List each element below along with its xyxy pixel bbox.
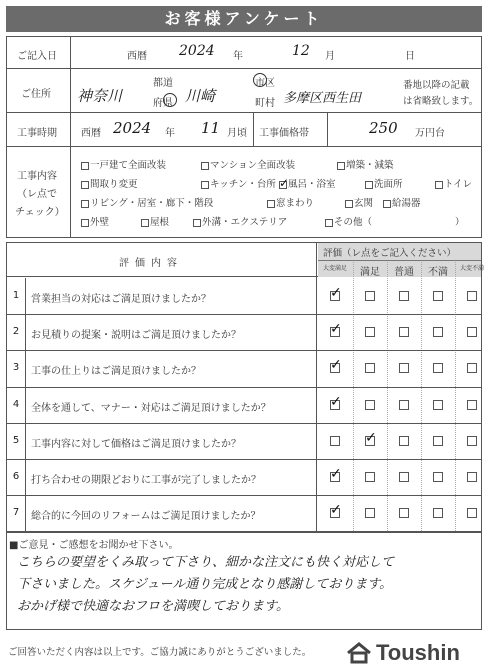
rating-checkbox[interactable]	[399, 508, 409, 518]
address-pref-value: 神奈川	[77, 87, 123, 105]
question-number: 5	[12, 434, 20, 446]
question-number: 3	[12, 362, 20, 374]
work-item[interactable]	[81, 176, 138, 190]
rating-checkbox[interactable]	[399, 363, 409, 373]
address-label: ご住所	[21, 89, 51, 100]
eval-rating-header: 評価（レ点をご記入ください）	[323, 248, 457, 259]
rating-checkbox[interactable]	[467, 291, 477, 301]
rating-checkbox[interactable]	[433, 327, 443, 337]
work-item-label: 給湯器	[392, 198, 421, 209]
eval-content-header: 評価内容	[119, 258, 183, 269]
evaluation-table	[6, 242, 482, 532]
rating-column-header: 普通	[394, 267, 414, 278]
question-number: 6	[12, 471, 20, 482]
rating-checkbox[interactable]	[433, 472, 443, 482]
work-item[interactable]	[345, 195, 373, 209]
rating-checkbox[interactable]	[467, 327, 477, 337]
work-checkbox[interactable]	[435, 181, 443, 189]
address-note-2: は省略致します。	[403, 96, 479, 107]
work-item-label: 外壁	[90, 217, 110, 228]
survey-title: お客様アンケート	[6, 6, 482, 32]
question-text: 工事の仕上りはご満足頂けましたか？	[31, 366, 201, 378]
date-label: ご記入日	[17, 51, 57, 62]
work-checkbox[interactable]	[325, 219, 333, 227]
question-text: お見積りの提案・説明はご満足頂けましたか？	[31, 330, 241, 342]
work-label-2: （レ点で	[17, 189, 57, 200]
rating-column-header: 満足	[360, 267, 380, 278]
work-checkbox[interactable]	[193, 219, 201, 227]
question-number: 7	[12, 507, 20, 519]
work-item-label: 風呂・浴室	[288, 179, 336, 190]
price-unit: 万円台	[415, 128, 445, 139]
question-text: 営業担当の対応はご満足頂けましたか？	[31, 294, 211, 305]
work-checkbox[interactable]	[201, 162, 209, 170]
period-month-value: 11	[201, 119, 221, 137]
comment-line-1: こちらの要望をくみ取って下さり、細かな注文にも快く対応して	[17, 555, 395, 570]
comments-box	[6, 532, 482, 630]
work-checkbox[interactable]	[337, 162, 345, 170]
rating-checkbox[interactable]	[365, 291, 375, 301]
work-checkbox[interactable]	[81, 219, 89, 227]
work-checkbox[interactable]	[365, 181, 373, 189]
work-item-label: 屋根	[150, 217, 170, 228]
rating-checkbox[interactable]	[399, 400, 409, 410]
rating-checkbox[interactable]	[399, 291, 409, 301]
work-other-close: ）	[455, 217, 465, 228]
pref-kind-2: 府県	[153, 98, 173, 109]
rating-checkbox[interactable]	[330, 291, 340, 301]
question-text: 総合的に今回のリフォームはご満足頂けましたか？	[31, 511, 261, 523]
work-item-label: 窓まわり	[276, 198, 315, 209]
rating-column-header: 大変不満	[459, 265, 484, 272]
period-era: 西暦	[81, 128, 101, 139]
comment-line-2: 下さいました。スケジュール通り完成となり感謝しております。	[17, 577, 393, 592]
question-number: 4	[12, 398, 20, 410]
rating-checkbox[interactable]	[365, 327, 375, 337]
rating-checkbox[interactable]	[330, 472, 340, 482]
period-label: 工事時期	[17, 128, 57, 139]
rating-column-header: 不満	[428, 267, 448, 278]
work-item-label: キッチン・台所	[210, 179, 276, 190]
work-item[interactable]	[193, 214, 287, 228]
info-table	[6, 36, 482, 238]
date-year-value: 2024	[179, 43, 215, 59]
rating-checkbox[interactable]	[433, 291, 443, 301]
address-note-1: 番地以降の記載	[403, 80, 470, 91]
city-kind-circle	[253, 73, 267, 87]
work-checkbox[interactable]	[81, 200, 89, 208]
work-item[interactable]	[201, 176, 276, 190]
address-town-value: 多摩区西生田	[283, 91, 362, 106]
rating-checkbox[interactable]	[467, 436, 477, 446]
question-text: 工事内容に対して価格はご満足頂けましたか？	[31, 438, 241, 450]
work-item-label: 玄関	[354, 198, 374, 209]
work-item-label: リビング・居室・廊下・階段	[90, 198, 214, 209]
company-logo	[346, 640, 460, 666]
pref-kind-1: 都道	[153, 78, 173, 89]
rating-checkbox[interactable]	[365, 400, 375, 410]
rating-checkbox[interactable]	[467, 508, 477, 518]
work-item[interactable]	[81, 157, 166, 171]
rating-checkbox[interactable]	[330, 508, 340, 518]
date-year-unit: 年	[233, 51, 243, 62]
work-item-label: 外溝・エクステリア	[202, 217, 288, 228]
date-month-value: 12	[292, 43, 310, 59]
question-number: 2	[12, 326, 20, 338]
question-text: 全体を通して、マナー・対応はご満足頂けましたか？	[31, 402, 271, 414]
rating-checkbox[interactable]	[330, 363, 340, 373]
work-checkbox[interactable]	[345, 200, 353, 208]
price-value: 250	[369, 119, 398, 137]
work-checkbox[interactable]	[267, 200, 275, 208]
price-label: 工事価格帯	[259, 128, 309, 139]
work-checkbox[interactable]	[81, 181, 89, 189]
date-era: 西暦	[127, 51, 147, 62]
work-item[interactable]	[337, 157, 394, 171]
work-item[interactable]	[201, 157, 295, 171]
footer-thanks: ご回答いただく内容は以上です。ご協力誠にありがとうございました。	[8, 647, 312, 658]
rating-column-header: 大変満足	[322, 265, 347, 272]
rating-checkbox[interactable]	[399, 436, 409, 446]
work-item-label: トイレ	[444, 179, 473, 190]
work-checkbox[interactable]	[201, 181, 209, 189]
work-checkbox[interactable]	[383, 200, 391, 208]
work-item[interactable]	[279, 176, 336, 190]
work-checkbox[interactable]	[81, 162, 89, 170]
question-text: 打ち合わせの期限どおりに工事が完了しましたか？	[31, 475, 261, 486]
work-item-label: 洗面所	[374, 179, 403, 190]
date-day-unit: 日	[405, 51, 415, 62]
period-year-unit: 年	[165, 128, 175, 139]
rating-checkbox[interactable]	[330, 327, 340, 337]
comment-line-3: おかげ様で快適なおフロを満喫しております。	[17, 599, 289, 614]
work-checkbox[interactable]	[279, 181, 287, 189]
rating-checkbox[interactable]	[365, 363, 375, 373]
rating-checkbox[interactable]	[399, 472, 409, 482]
work-item[interactable]	[141, 214, 169, 228]
work-item-label: マンション全面改装	[210, 160, 296, 171]
work-item[interactable]	[383, 195, 421, 209]
work-label-1: 工事内容	[17, 171, 57, 182]
work-item-label: その他（	[334, 217, 373, 228]
rating-checkbox[interactable]	[467, 400, 477, 410]
city-kind-2: 町村	[255, 98, 275, 109]
rating-checkbox[interactable]	[467, 363, 477, 373]
period-month-unit: 月頃	[227, 128, 247, 139]
date-month-unit: 月	[325, 51, 335, 62]
rating-checkbox[interactable]	[467, 472, 477, 482]
house-logo-icon	[346, 642, 372, 664]
logo-text: Toushin	[376, 640, 460, 665]
rating-checkbox[interactable]	[433, 436, 443, 446]
work-item-label: 増築・減築	[346, 160, 394, 171]
work-item[interactable]	[81, 195, 213, 209]
rating-checkbox[interactable]	[433, 400, 443, 410]
work-item[interactable]	[435, 176, 472, 190]
work-item[interactable]	[325, 214, 372, 228]
rating-checkbox[interactable]	[433, 508, 443, 518]
rating-checkbox[interactable]	[399, 327, 409, 337]
rating-checkbox[interactable]	[365, 436, 375, 446]
rating-checkbox[interactable]	[330, 436, 340, 446]
rating-checkbox[interactable]	[433, 363, 443, 373]
comments-label: ■ご意見・ご感想をお聞かせ下さい。	[9, 540, 179, 551]
work-item-label: 間取り変更	[90, 179, 138, 190]
rating-checkbox[interactable]	[365, 472, 375, 482]
rating-checkbox[interactable]	[330, 400, 340, 410]
period-year-value: 2024	[113, 119, 152, 137]
work-item[interactable]	[81, 214, 109, 228]
work-item[interactable]	[267, 195, 314, 209]
question-number: 1	[12, 290, 20, 301]
work-checkbox[interactable]	[141, 219, 149, 227]
pref-kind-circle	[163, 93, 177, 107]
work-item[interactable]	[365, 176, 403, 190]
work-item-label: 一戸建て全面改装	[90, 160, 167, 171]
city-kind-1: 市区	[255, 78, 275, 89]
rating-checkbox[interactable]	[365, 508, 375, 518]
address-city-value: 川崎	[185, 87, 216, 105]
work-label-3: チェック）	[15, 207, 65, 218]
